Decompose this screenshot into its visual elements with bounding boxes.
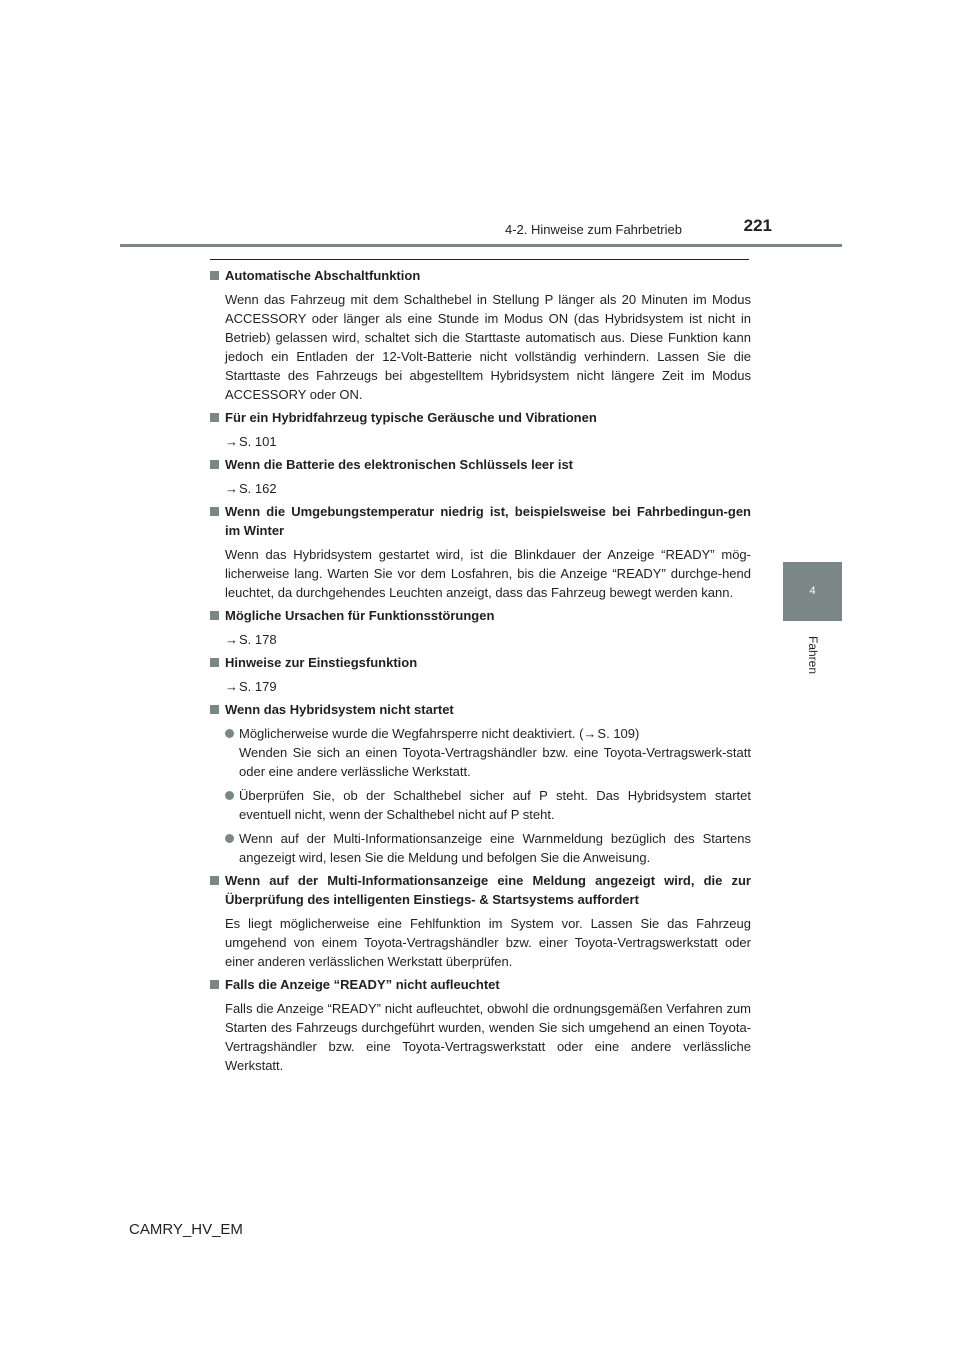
arrow-right-icon: → xyxy=(225,434,238,449)
square-bullet-icon xyxy=(210,876,219,885)
round-bullet-icon xyxy=(225,791,234,800)
list-item: Überprüfen Sie, ob der Schalthebel sicher auf P steht. Das Hybridsystem startet eventuell nicht, wenn der Schalthebel nicht auf P steht. xyxy=(210,786,751,824)
section-heading: Automatische Abschaltfunktion xyxy=(225,268,421,283)
round-bullet-icon xyxy=(225,834,234,843)
section-heading: Mögliche Ursachen für Funktionsstörungen xyxy=(225,608,495,623)
chapter-number: 4 xyxy=(809,585,816,597)
section-no-start xyxy=(210,700,751,867)
header-rule xyxy=(120,244,842,247)
section-auto-shutoff xyxy=(210,266,751,404)
section-heading: Wenn die Umgebungstemperatur niedrig ist, beispielsweise bei Fahrbedingun-gen im Winter xyxy=(225,504,751,538)
section-heading: Hinweise zur Einstiegsfunktion xyxy=(225,655,418,670)
section-heading: Wenn auf der Multi-Informationsanzeige eine Meldung angezeigt wird, die zur Überprüfung des intelligenten Einstiegs- & Startsystems auffordert xyxy=(225,873,751,907)
arrow-right-icon: → xyxy=(225,679,238,694)
page-reference[interactable]: S. 109 xyxy=(597,726,636,741)
section-system-check-message xyxy=(210,871,751,971)
model-code: CAMRY_HV_EM xyxy=(129,1221,243,1238)
square-bullet-icon xyxy=(210,507,219,516)
page-reference[interactable]: →S. 178 xyxy=(225,632,277,647)
page-reference[interactable]: →S. 162 xyxy=(225,481,277,496)
square-bullet-icon xyxy=(210,460,219,469)
square-bullet-icon xyxy=(210,611,219,620)
square-bullet-icon xyxy=(210,413,219,422)
chapter-tab[interactable] xyxy=(783,562,842,621)
chapter-label: Fahren xyxy=(806,635,820,675)
arrow-right-icon: → xyxy=(225,481,238,496)
section-heading: Wenn das Hybridsystem nicht startet xyxy=(225,702,454,717)
section-heading: Wenn die Batterie des elektronischen Schlüssels leer ist xyxy=(225,457,574,472)
round-bullet-icon xyxy=(225,729,234,738)
list-item: Wenn auf der Multi-Informationsanzeige eine Warnmeldung bezüglich des Startens angezeigt wird, lesen Sie die Meldung und befolgen Sie die Anweisung. xyxy=(210,829,751,867)
section-noise-vibration xyxy=(210,408,751,451)
page-reference[interactable]: →S. 179 xyxy=(225,679,277,694)
section-entry-function xyxy=(210,653,751,696)
square-bullet-icon xyxy=(210,271,219,280)
section-title: 4-2. Hinweise zum Fahrbetrieb xyxy=(504,222,682,237)
content-top-rule xyxy=(210,259,749,260)
section-body: Falls die Anzeige “READY” nicht aufleuchtet, obwohl die ordnungsgemäßen Verfahren zum Starten des Fahrzeugs durchgeführt wurden, wenden Sie sich umgehend an einen Toyota-Vertragshändler bzw. eine Toyota-Vertragswerkstatt oder eine andere verlässliche Werkstatt. xyxy=(225,1001,751,1073)
arrow-right-icon: → xyxy=(583,726,597,741)
list-item: Möglicherweise wurde die Wegfahrsperre nicht deaktiviert. (→S. 109) Wenden Sie sich an einen Toyota-Vertragshändler bzw. eine Toyota-Vertragswerk-statt oder eine andere verlässliche Werkstatt. xyxy=(210,724,751,781)
section-heading: Für ein Hybridfahrzeug typische Geräusche und Vibrationen xyxy=(225,410,597,425)
section-key-battery xyxy=(210,455,751,498)
square-bullet-icon xyxy=(210,980,219,989)
section-low-temperature xyxy=(210,502,751,602)
section-malfunction-causes xyxy=(210,606,751,649)
square-bullet-icon xyxy=(210,658,219,667)
square-bullet-icon xyxy=(210,705,219,714)
page-content xyxy=(210,266,751,1079)
section-ready-not-lit xyxy=(210,975,751,1075)
arrow-right-icon: → xyxy=(225,632,238,647)
page-reference[interactable]: →S. 101 xyxy=(225,434,277,449)
section-body: Es liegt möglicherweise eine Fehlfunktion im System vor. Lassen Sie das Fahrzeug umgehend von einem Toyota-Vertragshändler bzw. einer Toyota-Vertragswerkstatt oder einer anderen verlässlichen Werkstatt überprüfen. xyxy=(225,916,751,969)
section-body: Wenn das Hybridsystem gestartet wird, ist die Blinkdauer der Anzeige “READY” mög-licherweise lang. Warten Sie vor dem Losfahren, bis die Anzeige “READY” durchge-hend leuchtet, da durchgehendes Leuchten anzeigt, dass das Fahrzeug bewegt werden kann. xyxy=(225,547,751,600)
section-heading: Falls die Anzeige “READY” nicht aufleuchtet xyxy=(225,977,500,992)
page-number: 221 xyxy=(743,216,772,235)
section-body: Wenn das Fahrzeug mit dem Schalthebel in Stellung P länger als 20 Minuten im Modus ACCESSORY oder länger als eine Stunde im Modus ON (das Hybridsystem ist nicht in Betrieb) gelassen wird, schaltet sich die Starttaste automatisch aus. Diese Funktion kann jedoch ein Entladen der 12-Volt-Batterie nicht vollständig verhindern. Lassen Sie die Starttaste des Fahrzeugs bei abgestelltem Hybridsystem nicht längere Zeit im Modus ACCESSORY oder ON. xyxy=(225,292,751,402)
